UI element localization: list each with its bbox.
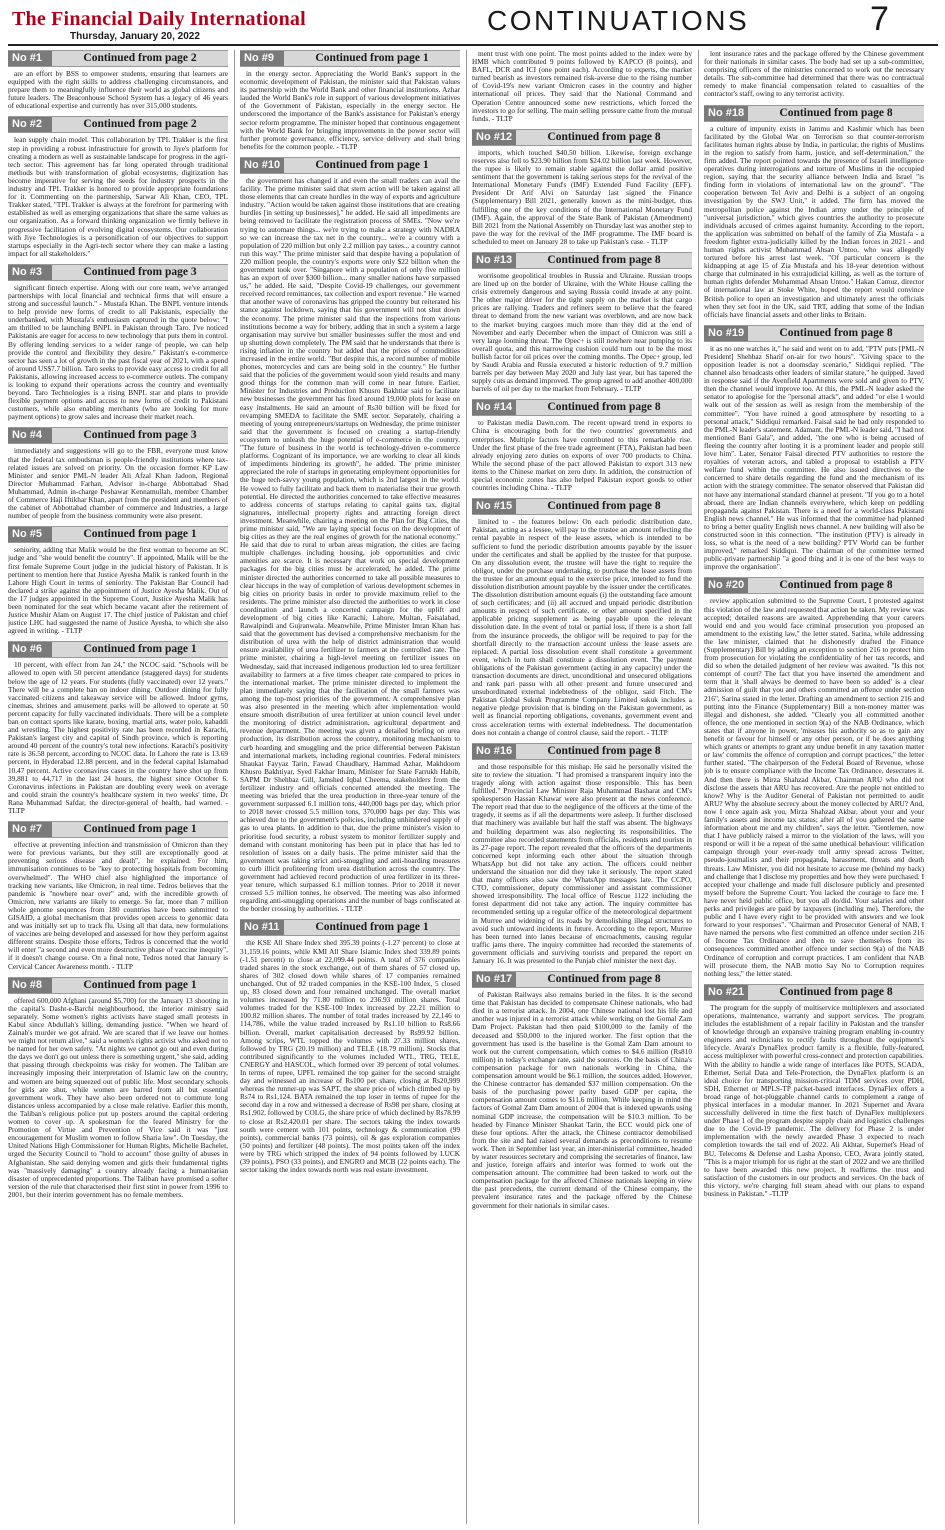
column-4 bbox=[704, 50, 924, 1524]
article bbox=[472, 498, 692, 737]
article-header bbox=[472, 971, 692, 988]
issue-date: Thursday, January 20, 2022 bbox=[70, 31, 200, 42]
continued-from-label: Continued from page 8 bbox=[779, 985, 893, 998]
section-title: CONTINUATIONS bbox=[487, 5, 750, 36]
article-number: No #16 bbox=[472, 744, 516, 759]
article-body bbox=[704, 345, 924, 572]
article-body bbox=[704, 597, 924, 977]
article bbox=[472, 743, 692, 965]
article bbox=[8, 116, 228, 257]
article-header bbox=[8, 526, 228, 543]
continued-from-label: Continued from page 8 bbox=[547, 253, 661, 266]
article-body bbox=[8, 70, 228, 110]
article bbox=[8, 641, 228, 815]
article-number: No #4 bbox=[8, 428, 52, 443]
article-number: No #15 bbox=[472, 499, 516, 514]
article-body bbox=[8, 136, 228, 257]
article bbox=[704, 50, 924, 99]
masthead-rule bbox=[8, 44, 938, 46]
column-divider bbox=[466, 50, 467, 1524]
column-2 bbox=[240, 50, 460, 1524]
article-text: lent insurance rates and the package offered by the Chinese government for their nationals in similar cases. The body had set up a sub-committee, comprising officers of the ministries concerned to work out the necessary details. The sub-committee had determined that there was no contractual remedy to make financial compensation related to casualties of the contractor's staff, owing to any terrorist activity. bbox=[704, 50, 924, 99]
article-number: No #20 bbox=[704, 578, 748, 593]
continued-from-label: Continued from page 8 bbox=[779, 106, 893, 119]
article-body bbox=[240, 70, 460, 151]
continued-from-label: Continued from page 8 bbox=[547, 744, 661, 757]
article-text: a culture of impunity exists in Jammu and Kashmir which has been facilitated by the Global War on Terrorism so that counter-terrorism facilitates human rights abuse by India, in particular, the rights of Muslims in the region to satisfy from harm, justice, and self-determination," the firm added. The report pointed towards the presence of Israeli intelligence operatives during interrogations and torture of Muslims in the occupied region, saying that the security alliance between India and Israel "is finding form in violations of international law on the ground". "The cooperation between Tel Aviv and Delhi is a subject of an ongoing investigation by the SWJ Unit," it added. The firm has moved the metropolitan police against the Indian army under the principle of "universal jurisdiction," which gives countries the authority to prosecute individuals accused of crimes against humanity. According to the report, the application was submitted on behalf of the family of Zia Mustafa - a freedom fighter extra-judicially killed by the Indian forces in 2021 - and human rights activist Muhammad Ahsan Untoo, who was allegedly tortured before his arrest last week. "Of particular concern is the kidnapping at age 15 of Zia Mustafa and his 18-year detention without charge that culminated in his extrajudicial killing, as well as the torture of human rights defender Muhammad Ahsan Untoo." Hakan Camuz, director of international law at Stoke White, hoped the report would convince British police to open an investigation and ultimately arrest the officials when they set foot in the UK, said TRT, adding that some of the Indian officials have financial assets and other links to Britain. bbox=[704, 123, 924, 319]
article-body bbox=[472, 149, 692, 246]
article bbox=[472, 50, 692, 123]
article-header bbox=[8, 977, 228, 994]
article-header bbox=[704, 984, 924, 1001]
continued-from-label: Continued from page 1 bbox=[83, 528, 197, 541]
article-number: No #6 bbox=[8, 642, 52, 657]
continued-from-label: Continued from page 1 bbox=[315, 158, 429, 171]
article-header bbox=[704, 577, 924, 594]
article-body bbox=[8, 997, 228, 1199]
article-body bbox=[472, 518, 692, 737]
article-header bbox=[472, 399, 692, 416]
article-header bbox=[8, 641, 228, 658]
article-number: No #8 bbox=[8, 978, 52, 993]
article-text: ment trust with one point. The most points added to the index were by HMB which contributed 9 points followed by KAPCO (8 points), and BAFL, DCR and ICI (one point each). According to experts, the market turned bearish as investors remained risk-averse due to the rising number of Covid-19's new variant Omicron cases in the country and higher international oil prices. They said that the National Command and Operation Centre announced some new restrictions, which forced the investors to go for selling. The main selling pressure came from the mutual funds. - TLTP bbox=[472, 50, 692, 123]
column-3 bbox=[472, 50, 692, 1524]
article-text: seniority, adding that Malik would be the first woman to become an SC judge and "she would benefit the country". If appointed, Malik will be the first female Supreme Court judge in the judicial history of Pakistan. It is pertinent to mention here that Justice Ayesha Malik is ranked fourth in the Lahore High Court in terms of seniority. The Pakistan Bar Council had declared a strike against the appointment of Justice Ayesha Malik. Out of the 17 judges appointed in the Supreme Court, Justice Ayesha Malik has been nominated for the seat which became vacant after the retirement of Justice Mushir Alam on August 17. The chief justice of Pakistan and chief justice LHC had suggested the name of Justice Ayesha, to which she also agreed in writing. - TLTP bbox=[8, 545, 228, 636]
article-number: No #2 bbox=[8, 117, 52, 132]
article-text: to Pakistan media Dawn.com. The recent upward trend in exports to China is encouraging both for the two countries' governments and enterprises. Multiple factors have contributed to this remarkable rise. Under the first phase of the free trade agreement (FTA), Pakistan had been already enjoying zero duties on exports of over 700 products to China. While the second phase of the pact allowed Pakistan to export 313 new items to the Chinese market on zero duty. In addition, the construction of special economic zones has also helped Pakistan export goods to other countries including China. - TLTP bbox=[472, 418, 692, 493]
article-body bbox=[472, 272, 692, 393]
article-text: limited to - the features below: On each periodic distribution date, Pakistan, acting as a lessee, will pay to the trustee an amount reflecting the rental payable in respect of the lease assets, which is intended to be sufficient to fund the periodic distribution amounts payable by the issuer under the certificates and shall be applied by the trustee for that purpose. On any dissolution event, the trustee will have the right to require the obligor, under the purchase undertaking, to purchase the lease assets from the trustee for an amount equal to the exercise price, intended to fund the dissolution distribution amount payable by the issuer under the certificates. The dissolution distribution amount equals (i) the outstanding face amount of such certificates; and (ii) all accrued and unpaid periodic distribution amounts in respect of such certificate, or other amount specified in the applicable pricing supplement as being payable upon the relevant dissolution date. In the event of total or partial loss, if there is a short fall from the insurance proceeds, the obligor will be required to pay for the shortfall directly to the transaction account unless the lease assets are replaced. A partial loss dissolution event shall constitute a government event, which in turn shall constitute a dissolution event. The payment obligations of the Pakistan government (acting in any capacity) under the transaction documents are direct, unconditional and unsecured obligations and rank pari passu with all other present and future unsecured and unsubordinated external indebtedness of the obligor, said Fitch. The Pakistan Global Sukuk Programme Company Limited sukuk includes a negative pledge provision that is binding on the Pakistan government, as well as financial reporting obligations, covenants, government event and cross acceleration terms with external indebtedness. The documentation does not contain a change of control clause, said the report. - TLTP bbox=[472, 517, 692, 737]
article bbox=[8, 50, 228, 110]
article bbox=[8, 821, 228, 971]
article-text: immediately and suggestions will go to the FBR, everyone must know that the federal tax ombudsman is people-friendly institutions where tax-related issues are solved on priority. On the occasion former KP Law Minister and senior PML-N leader Ali Afzal Khan Jadoon, Regional Director Muhammad Farhan, Advisor in-charge Abbottabad Shad Muhammad, Admin in-charge Peshawar Kennamullah, member Chamber of Commerce Haji Iftikhar Khan, apart from the president and members of the cabinet of Abbottabad chamber of commerce and Industries, a large number of people from the business community were also present. bbox=[8, 446, 228, 521]
article-number: No #10 bbox=[240, 158, 284, 173]
article-header bbox=[8, 427, 228, 444]
article bbox=[704, 984, 924, 1198]
continued-from-label: Continued from page 1 bbox=[83, 823, 197, 836]
article bbox=[240, 50, 460, 151]
article bbox=[704, 105, 924, 319]
article-header bbox=[240, 157, 460, 174]
continued-from-label: Continued from page 2 bbox=[83, 118, 197, 131]
article bbox=[472, 971, 692, 1210]
article-body bbox=[472, 419, 692, 492]
column-divider bbox=[698, 50, 699, 1524]
article-header bbox=[472, 252, 692, 269]
article-text: the government has changed it and even the small traders can avail the facility. The prime minister said that stern action will be taken against all those elements that can create hurdles in the way of exports and agriculture industry. "Action would be taken against those institutions that are creating hurdles [in setting up businesses]," he added. He said all impediments are being removed to facilitate the registration process of SMEs. "Now we're trying to automate things... we're trying to make a strategy with NADRA so we can increase the tax net in the country... we're a country with a population of 220 million but only 2.2 million pay taxes... a country cannot run this way." The prime minister said that despite having a population of 220 million people, the country's exports were only $22 billion when the government took over. "Singapore with a population of only five million has an export of over $300 billion... many smaller nations have surpassed us," he added. He said, "Despite Covid-19 challenges, our government received record remittances, tax collection and export revenue." He warned that another wave of coronavirus has gripped the country but reiterated his stance against lockdown, saying that his government will not shut down the economy. The prime minister said that the inspections from various institutions become a way for bribery, adding that in such a system a large organisation may survive but smaller businesses suffer the most and end up shutting down completely. The PM said that he understands that there is rising inflation in the country but added that the prices of commodities increased in the entire world. "But despite this, a record number of mobile phones, motorcycles and cars are being sold in the country." He further said that the policies of the government would soon yield results and many good things for the common man will come in near future. Earlier, Minister for Industries and Production Khusro Bakhtiar said to facilitate new businesses the government has fixed around 19,000 plots for lease on easy instalments. He said an amount of Rs30 billion will be fixed for revamping SMEDA to facilitate the SME sector. Separately, chairing a meeting of young entrepreneurs/startups on Wednesday, the prime minister said that the government is focused on creating a startup-friendly ecosystem to unleash the huge potential of e-commerce in the country. "The future of business in the world is technology-driven e-commerce platforms. Cognizant of its importance, we are working to clear all kinds of impediments hindering its growth", he added. The prime minister appreciated the role of startups in generating employment opportunities for the huge tech-savvy young population, which is 2nd largest in the world. He vowed to fully facilitate and back them to materialise their true growth potential. He directed the authorities concerned to take effective measures to address concerns of startups relating to capital gains tax, digital signatures, intellectual property rights and attracting foreign direct investment. Meanwhile, chairing a meeting on the Plan for Big Cities, the prime minister said, "We are laying special focus on the development of big cities as they are the real engines of growth for the national economy." He said that due to rural to urban areas migration, the cities are facing multiple challenges including housing, job opportunities and civic amenities are scarce. It is necessary that work on special development packages for the big cities must be accelerated, he added. The prime minister directed the authorities concerned to take all possible measures to clear hiccups in the way of completion of various development schemes in big cities on priority basis in order to provide maximum relief to the residents. The prime minister also directed the authorities to work in close coordination and launch a concerted campaign for the uplift and development of big cities like Karachi, Lahore, Multan, Faisalabad, Rawalpindi and Gujranwala. Meanwhile, Prime Minister Imran Khan has said that the government has devised a comprehensive mechanism for the distribution of urea with the help of district administration that would ensure availability of urea fertilizer to farmers at the controlled rate. The prime minister, chairing a high-level meeting on fertilizer issues on Wednesday, said that increased indigenous production led to urea fertilizer availability to farmers at a five times cheaper rate compared to prices in the international market. The prime minister directed to implement the plan immediately saying that the facilitation of the small farmers was among the top-most priorities of the government. A comprehensive plan was also presented in the meeting which after implementation would ensure smooth distribution of urea fertilizer at union council level under the monitoring of district administration, agricultural department and revenue department. The meeting was given a detailed briefing on urea production, its distribution across the country, monitoring mechanism to curb hoarding and smuggling and the price differential between Pakistan and international markets, including regional countries. Federal ministers Shaukat Fayyaz Tarin, Fawad Chaudhary, Hammad Azhar, Makhdoom Khusro Bakhtiyar, Syed Fakhar Imam, Minister for State Farrukh Habib, SAPM Dr Shehbaz Gill, Jamshed Iqbal Cheema, stakeholders from the fertilizer industry and officials concerned attended the meeting. The meeting was briefed that the urea production in three-year tenure of the government surpassed 6.1 million tons, 440,000 bags per day, which prior to 2018 never crossed 5.5 million tons, 370,000 bags per day. This was achieved due to the government's policies, including unhindered supply of gas to urea plants. In addition to that, due the prime minister's vision to prioritise food security, a robust system to monitor fertilizer supply and demand with constant monitoring has been put in place that has led to resolution of issues on a daily basis. The prime minister said that the government was taking strict anti-smuggling and anti-hoarding measures to curb illicit profiteering from urea distribution across the country. The government had achieved record production of urea fertilizer in its three-year tenure, which surpassed 6.1 million tonnes. Prior to 2018 it never crossed 5.5 million tonnes, he observed. The meeting was also informed regarding anti-smuggling operations and the number of bags confiscated at the border crossing by authorities. - TLTP bbox=[240, 175, 460, 914]
continued-from-label: Continued from page 8 bbox=[547, 130, 661, 143]
article bbox=[240, 157, 460, 914]
article bbox=[8, 264, 228, 422]
continued-from-label: Continued from page 8 bbox=[547, 500, 661, 513]
column-divider bbox=[234, 50, 235, 1524]
article-body bbox=[8, 661, 228, 815]
article-number: No #17 bbox=[472, 972, 516, 987]
article-body bbox=[704, 1004, 924, 1198]
article bbox=[704, 325, 924, 572]
article bbox=[704, 577, 924, 977]
article-body bbox=[704, 125, 924, 319]
article-number: No #12 bbox=[472, 130, 516, 145]
article-body bbox=[8, 546, 228, 635]
continued-from-label: Continued from page 3 bbox=[83, 429, 197, 442]
continued-from-label: Continued from page 2 bbox=[83, 52, 197, 64]
article-number: No #19 bbox=[704, 326, 748, 341]
article-text: lean supply chain model. This collaboration by TPL Trakker is the first step in providing a robust infrastructure for growth to Jiye's platform for creating a modern as well as sustainable landscape for progress in the agri-tech sector. This agreement has far long operated through traditional methods but with transformation of global ecosystems, digitization has become imperative for serving the seeds for industry prospects in the industry and TPL Trakker is honored to provide appropriate foundations for it. Commenting on the partnership, Sarwar Ali Khan, CEO, TPL Trakker stated, "TPL Trakker is always at the forefront for partnering with established as well as emerging organizations that share the same values as our organization. As a forward thinking organization we firmly believe in progressive facilitation of evolving digital ecosystems. Our collaboration with Jiye Technologies is a personification of our objectives to support startups especially in the Agri-tech sector where they can make a lasting impact for all stakeholders." bbox=[8, 135, 228, 258]
article-header bbox=[472, 743, 692, 760]
article-text: significant fintech expertise. Along with our core team, we've arranged partnerships with local financial and technical firms that will ensure a strong and successful launch." - Mustafa Khan. The BNPL venture intends to help provide new forms of credit to all Pakistanis, especially the underbanked, with Mustafa's enthusiasm captured in the quote below: "I am thrilled to be launching BNPL in Pakistan through Taro. I've noticed Pakistanis are eager for access to new technology that puts them in control. By offering lending services to a wider range of people, we can help provide the control and flexibility they desire." Pakistan's e-commerce sector has seen a lot of growth in the past fiscal year of 2021, with a spend of around US$7.7 billion. Taro seeks to provide easy access to credit for all Pakistanis, allowing increased access to e-commerce outlets. The company is looking to expand their operations across the country and eventually beyond. Taro Technologies is a rising BNPL star and plans to provide flexible payment options and access to new forms of credit to Pakistani customers, while also enabling merchants (who are looking for more payment options) to grow sales and increase their market reach. bbox=[8, 282, 228, 422]
continued-from-label: Continued from page 1 bbox=[315, 52, 429, 64]
article bbox=[8, 427, 228, 520]
article bbox=[8, 526, 228, 635]
masthead bbox=[0, 0, 945, 46]
continued-from-label: Continued from page 1 bbox=[83, 978, 197, 991]
article-text: The program for the supply of multiservice multiplexers and associated operations, maintenance, warranty and support services. The program includes the establishment of a repair facility in Pakistan and the transfer of knowledge through an expansive training program enabling in-country engineers and technicians to rectify faults throughout the equipment's lifecycle. Avara's DynaFlex product family is a flexible, fully-featured, access multiplexer with powerful cross-connect and protection capabilities. With the ability to handle a wide range of interfaces like POTS, SCADA, Ethernet, Serial Data and Tele-Protection, the DynaFlex platform is an ideal choice for transporting mission-critical TDM services over PDH, SDH, Ethernet or MPLS-TP packet-based interfaces. DynaFlex offers a broad range of hot-pluggable channel cards to complement a range of physical interfaces in a modular manner. In 2021 Supernet and Avara successfully delivered in time the first batch of DynaFlex multiplexers under Phase 1 of the program despite supply chain and logistics challenges due to the Covid-19 pandemic. The delivery for Phase 2 is under implementation with the newly awarded Phase 3 expected to reach completion towards the tail end of 2022. Ali Akhtar, Supernet's Head of BU, Telecoms & Defense and Lasha Aponso, CEO, Avara jointly stated, "This is a major triumph for us right at the start of 2022 and we are thrilled to have been awarded this new project. It reaffirms the trust and satisfaction of the customers in our products and services. On the back of this victory, we're charging full steam ahead with our plans to expand business in Pakistan." -TLTP bbox=[704, 1002, 924, 1198]
article-header bbox=[704, 105, 924, 122]
newspaper-title: The Financial Daily International bbox=[12, 8, 306, 30]
article-header bbox=[240, 919, 460, 936]
article-text: of Pakistan Railways also remains buried in the files. It is the second time that Pakistan has decided to compensate Chinese nationals, who had died in a terrorist attack. In 2004, one Chinese national lost his life and another was injured in a terrorist attack while working on the Gomal Zam Dam Project. Pakistan had then paid $100,000 to the family of the deceased and $50,000 to the injured worker. The first option that the government has used is the baseline is the Gomal Zam Dam amount to work out the current compensation, which comes to $4.6 million (Rs810 million) in today's exchange rate, said the sources. On the basis of China's compensation package for own nationals working in China, the compensation amount would be $6.1 million, the sources added. However, the Chinese contractor has demanded $37 million compensation. On the basis of the purchasing power parity based GDP per capita, the compensation amount comes to $11.6 million. While keeping in mind the factors of Gomal Zam Dam amount of 2004 that is indexed upwards using nominal GDP increase, the compensation will be $10.3 million. To be headed by Finance Minister Shaukat Tarin, the ECC would pick one of these four options. After the attack, the Chinese contractor demobilised from the site and had raised several demands as preconditions to resume work. Then in September last year, an inter-ministerial committee, headed by water resources secretary and comprising the secretaries of finance, law and justice, foreign affairs and interior was formed to work out the compensation amount. The committee had been tasked to work out the compensation package for the affected Chinese nationals keeping in view the past precedents, the current demand of the Chinese company, the prevalent insurance rates and the package offered by the Chinese government for their nationals in similar cases. bbox=[472, 990, 692, 1210]
article-text: effective at preventing infection and transmission of Omicron than they were for previous variants, but they still are exceptionally good at preventing serious disease and death", he explained. For him, immunisation continues to be "key to protecting hospitals from becoming overwhelmed". The WHO chief also highlighted the importance of tracking new variants, like Omicron, in real time. Tedros believes that the pandemic is "nowhere near over" and, with the incredible growth of Omicron, new variants are likely to emerge. So far, more than 7 million whole genome sequences from 180 countries have been submitted to GISAID, a global mechanism that provides open access to genomic data and was initially set up to track flu. Using all that data, new formulations of vaccines are being developed and assessed for how they perform against different strains. Despite those efforts, Tedros is concerned that the world will enter "a second and even more destructive phase of vaccine inequity", if it doesn't change course. On a final note, Tedros noted that January is Cervical Cancer Awareness month. - TLTP bbox=[8, 840, 228, 971]
article-number: No #1 bbox=[8, 51, 52, 66]
article bbox=[8, 977, 228, 1199]
article bbox=[472, 399, 692, 492]
article-text: 10 percent, with effect from Jan 24," the NCOC said. "Schools will be allowed to open with 50 percent attendance (staggered days) for students below the age of 12 years. For students (fully vaccinated) over 12 years." There will be a complete ban on indoor dining. Outdoor dining for fully vaccinated citizens and takeaway service will be allowed. Indoor gyms, cinemas, shrines and amusement parks will be allowed to operate at 50 percent capacity for fully vaccinated individuals. There will be a complete ban on contact sports like karate, boxing, martial arts, water polo, kabaddi and wrestling. The highest positivity rate has been recorded in Karachi, Pakistan's largest city and capital of Sindh province, which is reporting around 40 percent of the country's total new infections. Karachi's positivity rate is 36.58 percent, according to NCOC data. In Lahore the rate is 13.69 percent, in Hyderabad 12.88 percent, and in the federal capital Islamabad 10.47 percent. Active coronavirus cases in the country have shot up from 39,881 to 44,717 in the last 24 hours, the highest since October 6. Coronavirus infections in Pakistan are doubling every week on average and could strain the country's healthcare system in two weeks' time, Dr Rana Muhammad Safdar, the director-general of health, had warned. - TLTP bbox=[8, 660, 228, 816]
article-body bbox=[472, 991, 692, 1210]
article-text: it as no one watches it," he said and went on to add, "PTV puts [PML-N President] Shehbaz Sharif on-air for two hours". "Giving space to the opposition leader is not a doomsday scenario," Siddiqui replied. "The channel also broadcasts other leaders of similar stature," he quipped. Javed in response said if the Avenfield Apartments were sold and given to PTV, then the channel would improve too. At this, the PML-N leader asked the senator to apologise for the "personal attack", and added "or else I would walk out of the session as well as resign from the membership of the committee". "You have ruined a good atmosphere by resorting to a personal attack," Siddiqui remarked. Faisal said he had only responded to the PML-N leader's statement. Adamant, the PML-N leader said, "I had not mentioned Bani Gala", and added, "the one who is being accused of fleeing the country after looting it is a prominent leader and people still love him". Later, Senator Faisal directed PTV authorities to restore the royalties of veteran actors, and tabled a proposal to establish a PTV welfare fund within the committee. He also issued directives to the concerned to share details regarding the fund and the mechanism of its action with the strategy committee. The senator observed that Pakistan did not have any international standard channel at present. "If you go to a hotel abroad, there are Indian channels everywhere, which keep on peddling propaganda against Pakistan. There is a need for a world-class Pakistani English news channel." He was informed that the committee had planned to bring a better quality English news channel. A new building will also be constructed soon in this connection. "The institution (PTV) is already in loss, so what is the need of a new building? PTV World can be further improved," remarked Siddiqui. The chairman of the committee termed public-private partnership "a good thing and it is one of the best ways to improve the organisation". bbox=[704, 343, 924, 572]
article-number: No #18 bbox=[704, 106, 748, 121]
article-text: are an effort by BSS to empower students, ensuring that learners are equipped with the right skills to address challenging circumstances, and prepare them to meaningfully influence their world as global citizens and future leaders. The Beaconhouse School System has a legacy of 46 years of educational expertise and currently has over 315,000 students. bbox=[8, 69, 228, 111]
article-number: No #3 bbox=[8, 265, 52, 280]
article-text: worrisome geopolitical troubles in Russia and Ukraine. Russian troops are lined up on the border of Ukraine, with the White House calling the crisis extremely dangerous and saying Russia could invade at any point. The other major driver for the tight supply on the market is that cargo prices are rallying. Traders and refiners seem to believe that the feared threat to demand from the new variant was overblown, and are now back to the market buying cargoes much more than they did at the end of November and early December when the impact of Omicron was still a very large looming threat. The Opec+ is still nowhere near pumping to its overall quota, and this narrowing cushion could turn out to be the most bullish factor for oil prices over the coming months. The Opec+ group, led by Saudi Arabia and Russia executed a historic reduction of 9.7 million barrels per day between May 2020 and July last year, but has tapered the supply cuts as demand improved. The group agreed to add another 400,000 barrels of oil per day to the market from February. - TLTP bbox=[472, 270, 692, 394]
article-number: No #21 bbox=[704, 985, 748, 1000]
article-body bbox=[8, 447, 228, 520]
continued-from-label: Continued from page 1 bbox=[315, 921, 429, 934]
article-header bbox=[472, 498, 692, 515]
page-number: 7 bbox=[870, 0, 889, 38]
article-text: and those responsible for this mishap. He said he personally visited the site to review the situation. "I had promised a transparent inquiry into the tragedy along with action against those responsible. This has been fulfilled." Provincial Law Minister Raja Muhammad Basharat and CM's spokesperson Hassan Khawar were also present at the news conference. The report read that due to the negligence of the officers at the time of the tragedy, it seems as if all the departments were asleep. It further disclosed that machinery was available but half the staff was absent. The highways and building department was also neglecting its responsibilities. The committee also recorded statements from officials, residents and tourists in its 27-page report. The report revealed that the officers of the departments concerned kept informing each other about the situation through WhatsApp but did not take any action. The officers could neither understand the situation nor did they take it seriously. The report stated that many officers also saw the WhatsApp messages late. The CCPO, CTO, commissioner, deputy commissioner and assistant commissioner showed irresponsibility. The local office of Rescue 1122 including the forest department did not take any action. The inquiry committee has recommended setting up a regular office of the meteorological department in Murree and widening of its roads by demolishing illegal structures to avoid such untoward incidents in future. According to the report, Murree has been turned into lanes because of encroachments, causing regular traffic jams there. The inquiry committee had recorded the statements of government officials and surviving tourists and prepared the report on January 16. It was presented to the Punjab chief minister the next day. bbox=[472, 761, 692, 965]
article-body bbox=[8, 841, 228, 971]
article-header bbox=[8, 50, 228, 67]
continued-from-label: Continued from page 3 bbox=[83, 265, 197, 278]
article-number: No #14 bbox=[472, 400, 516, 415]
article-body bbox=[472, 50, 692, 123]
article-text: review application submitted to the Supreme Court, I protested against this violation of the law and requested that action be taken. My review was accepted; detailed reasons are awaited. Apprehending that your careers would end and you would face criminal prosecution you proposed an amendment to the existing law," the letter stated. Sarina, while addressing the law minister, claimed that he dishonestly drafted the Finance (Supplementary) Bill by adding an exception to section 216 to protect him from prosecution for violating the confidentiality of her tax records, and did so when the detailed judgment of her review was awaited. "Is this not contempt of court? The fact that you have inserted the amendment and term that it 'shall always be deemed to have been so added' is a clear admission of guilt that you and others committed an offence under section 216", Sarina stated in the letter. Drafting an amendment to section 216 and putting into the Finance (Supplementary) Bill a non-money matter was illegal and dishonest, she added. "Clearly you all committed another offence, the one mentioned in section 9(a) of the NAB Ordinance, which states that if anyone in power, 'misuses his authority so as to gain any benefit or favour for himself or any other person, or if he does anything which grants or attempts to grant any undue benefit in any taxation matter or law' commits the offence of corruption and corrupt practices," the letter further stated. "The chairperson of the Federal Board of Revenue, whose job is to ensure compliance with the Income Tax Ordinance, desecrates it. And then there is Mirza Shahzad Akbar, Chairman ARU who did not disclose the assets that ARU has recovered. Are the people not entitled to know? Why is the Auditor General of Pakistan not permitted to audit ARU? Why the absolute secrecy about the money collected by ARU? And, now I once again ask you, Mirza Shahzad Akbar, about your and your family's assets and income tax status; after all of you gathered the same information about me and my children", says the letter. "Gentlemen, now that I have publicly raised a mirror to the violation of the laws, will you respond or will it be a repeat of the same unethical behaviour: vilification campaign through your ever-ready troll army spread across Twitter, pseudo-journalists and their propaganda, harassment, threats and death threats. Law Minister, you did not hesitate to accuse me (behind my back) and challenge that I disclose my properties and how they were purchased. I accepted your challenge and made full disclosure publicly and presented myself before the Supreme Court. You lacked the courage to face me. I have never held public office, but you all do/did. Your salaries and other perks and privileges are paid by taxpayers (including me). Therefore, the public and I have every right to be provided with answers and we look forward to your responses". "Chairman and Prosecutor General of NAB, I have named the persons who first committed an offence under section 216 of Income Tax Ordinance and then to save themselves from its consequences committed another offence under section 9(a) of the NAB Ordinance of corruption and corrupt practices. I am confident that NAB will prosecute them, the NAB motto Say No to Corruption requires nothing less," the letter stated. bbox=[704, 596, 924, 978]
continued-from-label: Continued from page 8 bbox=[547, 401, 661, 414]
continued-from-label: Continued from page 8 bbox=[779, 326, 893, 339]
article-text: imports, which touched $40.50 billion. Likewise, foreign exchange reserves also fell to $23.90 billion from $24.02 billion last week. However, the rupee is likely to remain stable against the dollar amid positive sentiment that the government is taking serious steps for the revival of the International Monetary Fund's (IMF) Extended Fund Facility (EFF). President Dr Arif Alvi on Saturday last signed the Finance (Supplementary) Bill 2021, generally known as the mini-budget, thus fulfilling one of the key conditions of the International Monetary Fund (IMF). Again, the approval of the State Bank of Pakistan (Amendment) Bill 2021 from the National Assembly on Thursday last was another step to pave the way for the revival of the IMF programme. The IMF board is scheduled to meet on January 28 to take up Pakistan's case. - TLTP bbox=[472, 147, 692, 246]
article-body bbox=[8, 284, 228, 422]
article-text: in the energy sector. Appreciating the World Bank's support in the economic development of Pakistan, the minister said that Pakistan values its partnership with the World Bank and other financial institutions. Azhar lauded the World Bank's role in support of various development initiatives of the Government of Pakistan, especially in the energy sector. He underscored the importance of the Bank's assistance for Pakistan's energy sector reform programme. The minister hoped that continuous engagement with the World Bank for bringing improvements in the power sector will further promote governance, efficiency, service delivery and shall bring benefits for the common people. - TLTP bbox=[240, 69, 460, 151]
article-number: No #5 bbox=[8, 527, 52, 542]
article-number: No #13 bbox=[472, 253, 516, 268]
article-body bbox=[240, 177, 460, 914]
article-header bbox=[8, 264, 228, 281]
article-text: offered 600,000 Afghani (around $5,700) for the January 13 shooting in the capital's Dasht-e-Barchi neighbourhood, the interior ministry said separately. Some women's rights activists have staged small protests in Kabul since Abdullah's killing, demanding justice. "When we heard of Zainab's murder we got afraid. We are scared that if we leave our homes we might not return alive," said a women's rights activist who asked not to be named for her own safety. "At nights we cannot go out and even during the days we don't go out unless there is something urgent," she said, adding that passing through checkpoints was risky for women. The Taliban are increasingly imposing their interpretation of Islamic law on the country, and women are being squeezed out of public life. Most secondary schools for girls are shut, while women are barred from all but essential government work. They have also been ordered not to commute long distances unless accompanied by a close male relative. Earlier this month, the Taliban's religious police put up posters around the capital ordering women to cover up. A spokesman for the feared Ministry for the Promotion of Virtue and Prevention of Vice said it was "just encouragement for Muslim women to follow Sharia law". On Tuesday, the United Nations High Commissioner for Human Rights, Michelle Bachelet, urged the Security Council to "hold to account" those guilty of abuses in Afghanistan. She said denying women and girls their fundamental rights was "massively damaging" a country already facing a humanitarian disaster of unprecedented proportions. The Taliban have promised a softer version of the rule that characterised their first stint in power from 1996 to 2001, but their interim government has no female members. bbox=[8, 995, 228, 1199]
article-header bbox=[240, 50, 460, 67]
article bbox=[472, 252, 692, 393]
article-number: No #7 bbox=[8, 822, 52, 837]
article-body bbox=[240, 939, 460, 1174]
article-header bbox=[704, 325, 924, 342]
continued-from-label: Continued from page 1 bbox=[83, 643, 197, 656]
column-1 bbox=[8, 50, 228, 1524]
continued-from-label: Continued from page 8 bbox=[547, 973, 661, 986]
article-header bbox=[472, 129, 692, 146]
article-number: No #11 bbox=[240, 920, 284, 935]
article-number: No #9 bbox=[240, 51, 284, 66]
article-header bbox=[8, 116, 228, 133]
article-text: the KSE All Share Index shed 395.39 points (-1.27 percent) to close at 31,159.16 points, while KMI All Share Islamic Index shed 339.89 points (-1.51 percent) to close at 22,099.44 points. A total of 376 companies traded shares in the stock exchange, out of them shares of 57 closed up, shares of 302 closed down while shares of 17 companies remained unchanged. Out of 92 traded companies in the KSE-100 Index, 5 closed up, 83 closed down and four remained unchanged. The overall market volumes increased by 71.80 million to 236.93 million shares. Total volumes traded for the KSE-100 Index increased by 22.21 million to 100.82 million shares. The number of total trades increased by 22,146 to 114,786, while the value traded increased by Rs1.10 billion to Rs8.66 billion. Overall, market capitalisation decreased by Rs99.92 billion. Among scrips, WTL topped the volumes with 27.33 million shares, followed by TRG (20.19 million) and TELE (18.79 million). Stocks that contributed significantly to the volumes included WTL, TRG, TELE, CNERGY and HASCOL, which formed over 39 percent of total volumes. In terms of rupee, UPFL remained the top gainer for the second straight day and witnessed an increase of Rs100 per share, closing at Rs20,999 whereas the runner-up was SAPT, the share price of which climbed up by Rs74 to Rs1,124. BATA remained the top loser in terms of rupee for the second day in a row and witnessed a decrease of Rs98 per share, closing at Rs1,902, followed by COLG, the share price of which declined by Rs78.99 to close at Rs2,420.01 per share. The sectors taking the index towards south were cement with 101 points, technology & communication (99 points), commercial banks (73 points), oil & gas exploration companies (50 points) and fertilizer (48 points). The most points taken off the index were by TRG which stripped the index of 94 points followed by LUCK (39 points), PSO (33 points), and ENGRO and MCB (22 points each). The sector taking the index towards north was real estate investment. bbox=[240, 938, 460, 1175]
continued-from-label: Continued from page 8 bbox=[779, 579, 893, 592]
article-header bbox=[8, 821, 228, 838]
article-body bbox=[472, 763, 692, 965]
article-body bbox=[704, 50, 924, 99]
article bbox=[472, 129, 692, 246]
article bbox=[240, 919, 460, 1174]
